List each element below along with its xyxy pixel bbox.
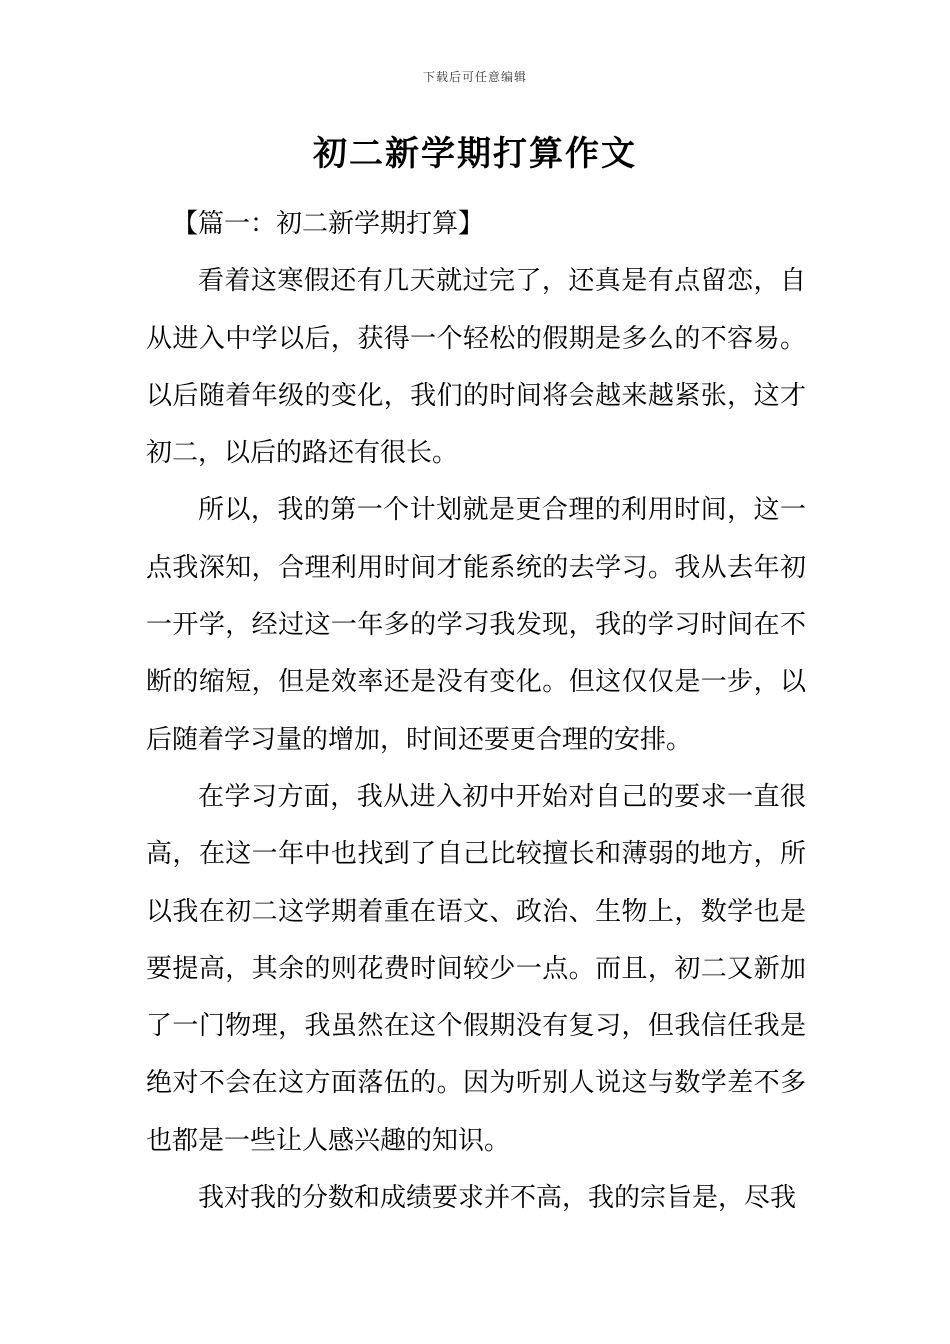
paragraph-1: 看着这寒假还有几天就过完了，还真是有点留恋，自从进入中学以后，获得一个轻松的假期是多么的不容易。以后随着年级的变化，我们的时间将会越来越紧张，这才初二，以后的路还有很长。 xyxy=(146,266,806,469)
document-body xyxy=(146,196,806,1227)
section-heading: 【篇一：初二新学期打算】 xyxy=(172,209,485,239)
document-title: 初二新学期打算作文 xyxy=(313,134,637,174)
paragraph-2: 所以，我的第一个计划就是更合理的利用时间，这一点我深知，合理利用时间才能系统的去学习。我从去年初一开学，经过这一年多的学习我发现，我的学习时间在不断的缩短，但是效率还是没有变化。但这仅仅是一步，以后随着学习量的增加，时间还要更合理的安排。 xyxy=(146,495,806,755)
paragraph-3: 在学习方面，我从进入初中开始对自己的要求一直很高，在这一年中也找到了自己比较擅长和薄弱的地方，所以我在初二这学期着重在语文、政治、生物上，数学也是要提高，其余的则花费时间较少一点。而且，初二又新加了一门物理，我虽然在这个假期没有复习，但我信任我是绝对不会在这方面落伍的。因为听别人说这与数学差不多也都是一些让人感兴趣的知识。 xyxy=(146,781,806,1156)
paragraph-4: 我对我的分数和成绩要求并不高，我的宗旨是，尽我 xyxy=(198,1183,797,1214)
header-note: 下载后可任意编辑 xyxy=(422,70,527,84)
